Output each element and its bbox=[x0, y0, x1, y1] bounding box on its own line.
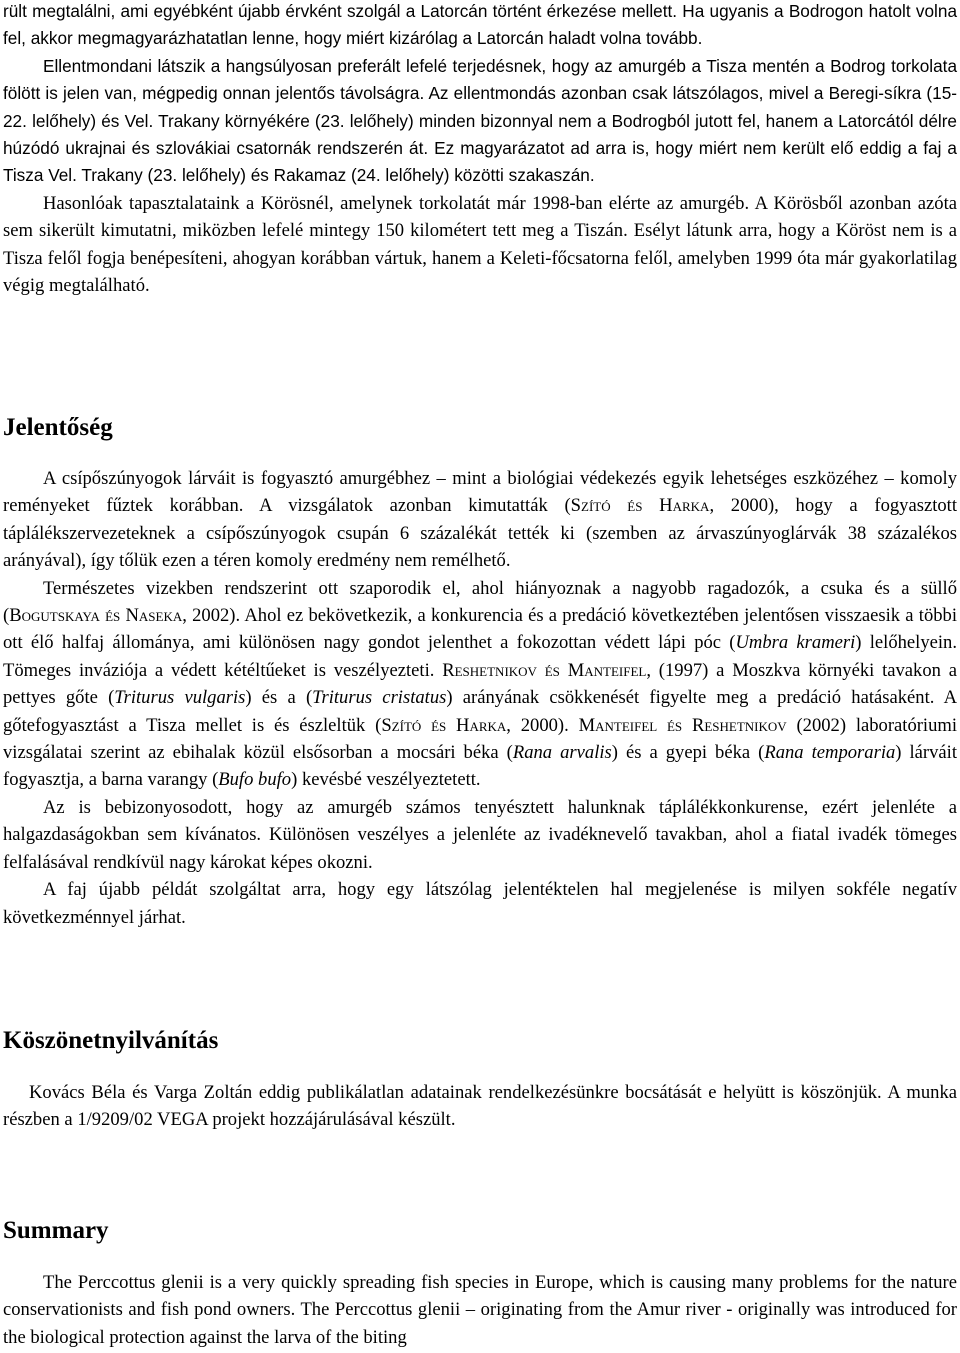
species-name: Umbra krameri bbox=[735, 632, 856, 654]
citation: Manteifel és Reshetnikov bbox=[578, 714, 787, 736]
koszonet-paragraph-1: Kovács Béla és Varga Zoltán eddig publikálatlan adatainak rendelkezésünkre bocsátását e helyütt is köszönjük. A munka részben a 1/9209/02 VEGA projekt hozzájárulásával készült. bbox=[3, 1082, 957, 1131]
section-heading-summary: Summary bbox=[3, 1217, 109, 1244]
intro-paragraph-3: Hasonlóak tapasztalataink a Körösnél, amelynek torkolatát már 1998-ban elérte az amurgéb. A Körösből azonban azóta sem sikerült kimutatni, miközben lefelé mintegy 150 kilométert tett meg a Tiszán. Esélyt látunk arra, hogy a Köröst nem is a Tisza felől fogja benépesíteni, ahogyan korábban vártuk, hanem a Keleti-főcsatorna felől, amelyben 1999 óta már gyakorlatilag végig megtalálható. bbox=[3, 192, 957, 297]
species-name: Bufo bufo bbox=[218, 769, 292, 791]
citation: Reshetnikov és Manteifel bbox=[442, 659, 647, 681]
species-name: Triturus cristatus bbox=[312, 687, 447, 709]
species-name: Rana arvalis bbox=[512, 742, 612, 764]
citation: Szító és Harka bbox=[381, 714, 507, 736]
jelentoseg-paragraph-1: A csípőszúnyogok lárváit is fogyasztó amurgébhez – mint a biológiai védekezés egyik lehetséges eszközéhez – komoly reményeket fűztek korábban. A vizsgálatok azonban kimutatták (Szító és Harka, 2000), hogy a fogyasztott táplálékszervezeteknek a csípőszúnyogok csupán 6 százalékát tették ki (szemben az árvaszúnyoglárvák 38 százalékos arányával), így tőlük ezen a téren komoly eredmény nem remélhető. bbox=[3, 468, 958, 572]
citation: Bogutskaya és Naseka bbox=[9, 605, 183, 627]
jelentoseg-paragraph-3: Az is bebizonyosodott, hogy az amurgéb számos tenyésztett halunknak táplálékkonkurense, ezért jelenléte a halgazdaságokban sem kívánatos. Különösen veszélyes a jelenléte az ivadéknevelő tavakban, ahol a fiatal ivadék tömeges felfalásával rendkívül nagy károkat képes okozni. bbox=[3, 796, 957, 873]
section-heading-jelentoseg: Jelentőség bbox=[3, 414, 113, 441]
intro-paragraph-2: Ellentmondani látszik a hangsúlyosan preferált lefelé terjedésnek, hogy az amurgéb a Tisza mentén a Bodrog torkolata fölött is jelen van, mégpedig onnan jelentős távolságra. Az ellentmondás azonban csak látszólagos, mivel a Beregi-síkra (15-22. lelőhely) és Vel. Trakany környékére (23. lelőhely) minden bizonnyal nem a Bodrogból jutott fel, hanem a Latorcától délre húzódó ukrajnai és szlovákiai csatornák rendszerén át. Ez magyarázatot ad arra is, hogy miért nem került elő eddig a faj a Tisza Vel. Trakany (23. lelőhely) és Rakamaz (24. lelőhely) közötti szakaszán. bbox=[3, 55, 957, 186]
summary-paragraph-1: The Perccottus glenii is a very quickly spreading fish species in Europe, which is causing many problems for the nature conservationists and fish pond owners. The Perccottus glenii – originating from the Amur river - originally was introduced for the biological protection against the larva of the biting bbox=[3, 1272, 957, 1348]
intro-paragraph-1: rült megtalálni, ami egyébként újabb érvként szolgál a Latorcán történt érkezése mellett. Ha ugyanis a Bodrogon hatolt volna fel, akkor megmagyarázhatatlan lenne, hogy miért kizárólag a Latorcán haladt volna tovább. bbox=[3, 1, 957, 49]
jelentoseg-paragraph-4: A faj újabb példát szolgáltat arra, hogy egy látszólag jelentéktelen hal megjelenése is milyen sokféle negatív következménnyel járhat. bbox=[3, 879, 957, 928]
citation: Szító és Harka bbox=[570, 495, 710, 517]
section-heading-koszonetnyilvanitas: Köszönetnyilvánítás bbox=[3, 1027, 219, 1054]
species-name: Triturus vulgaris bbox=[114, 687, 246, 709]
jelentoseg-paragraph-2: Természetes vizekben rendszerint ott szaporodik el, ahol hiányoznak a nagyobb ragadozók, a csuka és a süllő (Bogutskaya és Naseka, 2002). Ahol ez bekövetkezik, a konkurencia és a predáció következtében jelentősen visszaesik a többi ott élő halfaj állománya, ami különösen nagy gondot jelenthet a fokozottan védett lápi póc (Umbra krameri) lelőhelyein. Tömeges inváziója a védett kétéltűeket is veszélyezteti. Reshetnikov és Manteifel, (1997) a Moszkva környéki tavakon a pettyes gőte (Triturus vulgaris) és a (Triturus cristatus) arányának csökkenését figyelte meg a predáció hatásaként. A gőtefogyasztást a Tisza mellet is és észleltük (Szító és Harka, 2000). Manteifel és Reshetnikov (2002) laboratóriumi vizsgálatai szerint az ebihalak közül elsősorban a mocsári béka (Rana arvalis) és a gyepi béka (Rana temporaria) lárváit fogyasztja, a barna varangy (Bufo bufo) kevésbé veszélyeztetett. bbox=[3, 577, 958, 791]
species-name: Rana temporaria bbox=[764, 742, 896, 764]
